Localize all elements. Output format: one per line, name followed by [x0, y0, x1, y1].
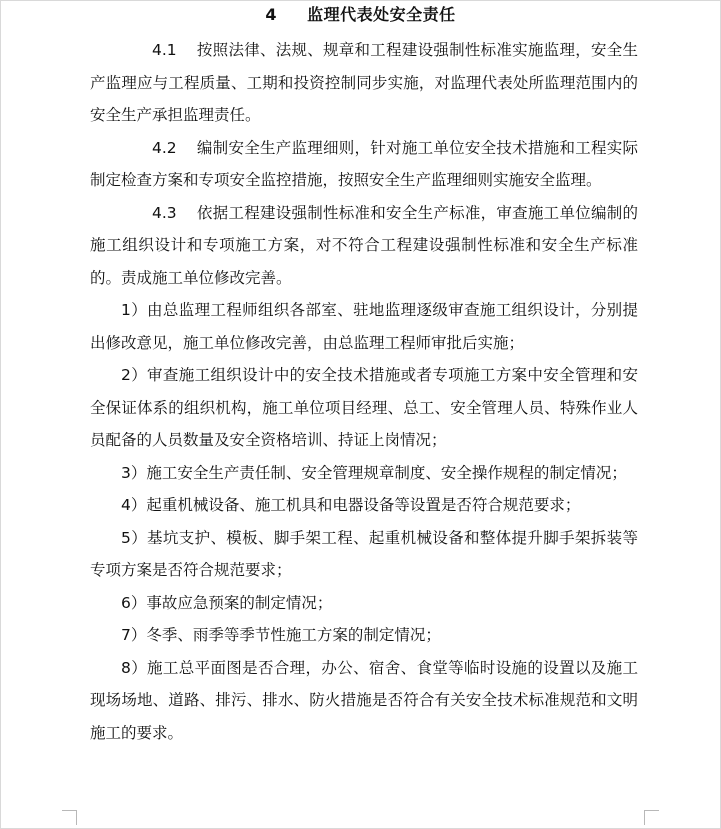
margin-corner-mark	[62, 810, 77, 825]
paragraph-number: 4.2	[152, 138, 177, 157]
document-body	[90, 34, 638, 749]
section-heading-number: 4	[265, 5, 278, 24]
section-heading-title: 监理代表处安全责任	[307, 5, 456, 24]
section-heading	[0, 4, 721, 26]
paragraph-text: 编制安全生产监理细则，针对施工单位安全技术措施和工程实际制定检查方案和专项安全监控措施，按照安全生产监理细则实施安全监理。	[90, 138, 638, 189]
paragraph-4-3	[90, 197, 638, 295]
paragraph-number: 4.1	[152, 41, 177, 59]
list-item-3: 3）施工安全生产责任制、安全管理规章制度、安全操作规程的制定情况；	[121, 463, 627, 482]
paragraph-number: 4.3	[152, 203, 177, 222]
margin-corner-mark	[644, 810, 659, 825]
list-item-1: 1）由总监理工程师组织各部室、驻地监理逐级审查施工组织设计，分别提出修改意见，施工单位修改完善，由总监理工程师审批后实施；	[90, 301, 638, 352]
paragraph-4-1	[90, 34, 638, 132]
list-item-7: 7）冬季、雨季等季节性施工方案的制定情况；	[121, 626, 441, 644]
list-item-6: 6）事故应急预案的制定情况；	[121, 593, 333, 612]
list-item-8: 8）施工总平面图是否合理，办公、宿舍、食堂等临时设施的设置以及施工现场场地、道路、排污、排水、防火措施是否符合有关安全技术标准规范和文明施工的要求。	[90, 658, 638, 742]
paragraph-text: 按照法律、法规、规章和工程建设强制性标准实施监理，安全生产监理应与工程质量、工期和投资控制同步实施，对监理代表处所监理范围内的安全生产承担监理责任。	[90, 41, 638, 124]
list-item-2: 2）审查施工组织设计中的安全技术措施或者专项施工方案中安全管理和安全保证体系的组织机构，施工单位项目经理、总工、安全管理人员、特殊作业人员配备的人员数量及安全资格培训、持证上岗情况；	[90, 366, 638, 449]
paragraph-text: 依据工程建设强制性标准和安全生产标准，审查施工单位编制的施工组织设计和专项施工方案，对不符合工程建设强制性标准和安全生产标准的。责成施工单位修改完善。	[90, 203, 638, 287]
list-item-5: 5）基坑支护、模板、脚手架工程、起重机械设备和整体提升脚手架拆装等专项方案是否符合规范要求；	[90, 528, 638, 579]
paragraph-4-2	[90, 132, 638, 197]
list-item-4: 4）起重机械设备、施工机具和电器设备等设置是否符合规范要求；	[121, 496, 581, 514]
